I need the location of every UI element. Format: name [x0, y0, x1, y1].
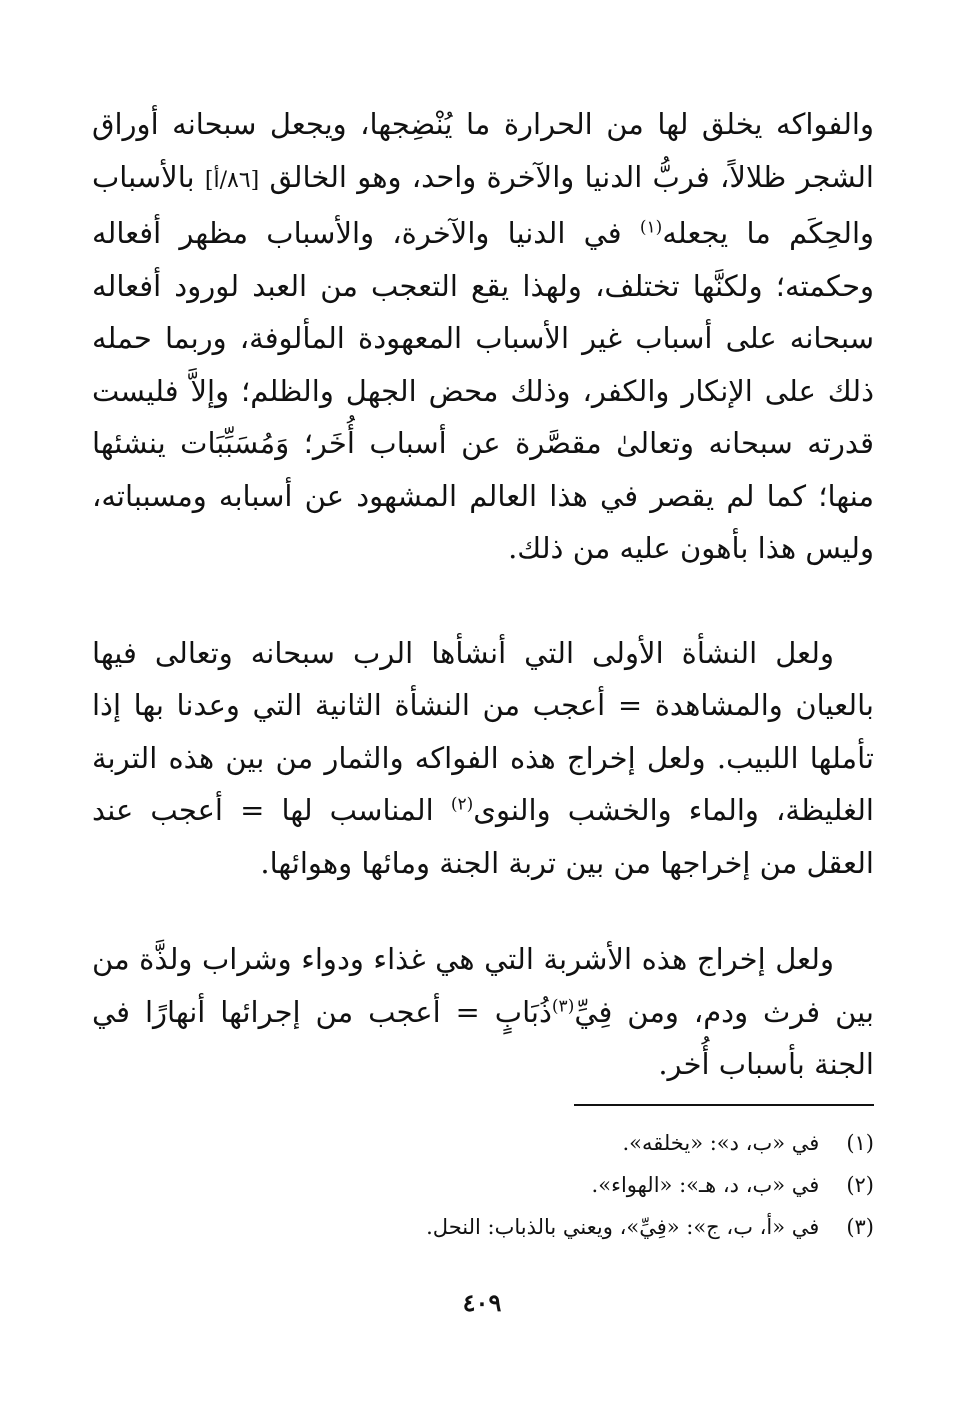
footnote-text: في «ب، د»: «يخلقه».: [622, 1131, 820, 1155]
paragraph-3-part-b: ذُبَابٍ = أعجب من إجرائها أنهارًا في الجنة بأسباب أُخر.: [92, 994, 874, 1081]
footnote-ref-2[interactable]: (٢): [450, 794, 474, 815]
paragraph-1-part-a: والفواكه يخلق لها من الحرارة ما يُنْضِجها، ويجعل سبحانه أوراق الشجر ظلالاً، فربُّ الدنيا والآخرة واحد، وهو الخالق: [92, 107, 874, 194]
paragraph-2-part-b: المناسب لها = أعجب عند العقل من إخراجها من بين تربة الجنة ومائها وهوائها.: [92, 793, 874, 880]
paragraph-3: [92, 933, 874, 1091]
page-number: ٤٠٩: [462, 1288, 502, 1317]
footnote-ref-3[interactable]: (٣): [551, 995, 575, 1016]
paragraph-2-part-a: ولعل النشأة الأولى التي أنشأها الرب سبحانه وتعالى فيها بالعيان والمشاهدة = أعجب من النشأة الثانية التي وعدنا بها إذا تأملها اللبيب. ولعل إخراج هذه الفواكه والثمار من بين هذه التربة الغليظة، والماء والخشب والنوى: [92, 635, 874, 827]
footnote-number: (١): [846, 1131, 874, 1155]
footnote-3: [92, 1206, 874, 1248]
paragraph-1-part-c: في الدنيا والآخرة، والأسباب مظهر أفعاله وحكمته؛ ولكنَّها تختلف، ولهذا يقع التعجب من العبد لورود أفعاله سبحانه على أسباب غير الأسباب المعهودة المألوفة، وربما حمله ذلك على الإنكار والكفر، وذلك محض الجهل والظلم؛ وإلاَّ فليست قدرته سبحانه وتعالىٰ مقصَّرة عن أسباب أُخَر؛ وَمُسَبِّبَات ينشئها منها؛ كما لم يقصر في هذا العالم المشهود عن أسبابه ومسبباته، وليس هذا بأهون عليه من ذلك.: [92, 216, 874, 565]
paragraph-1-part-b: بالأسباب والحِكَم ما يجعله: [92, 159, 875, 250]
footnote-2: [92, 1164, 874, 1206]
footnote-ref-1[interactable]: (١): [639, 217, 663, 238]
footnote-text: في «ب، د، هـ»: «الهواء».: [591, 1173, 820, 1197]
main-text: [92, 98, 874, 1091]
manuscript-folio-marker: [٨٦/أ]: [204, 167, 260, 193]
paragraph-3-part-a: ولعل إخراج هذه الأشربة التي هي غذاء ودواء وشراب ولذَّة من بين فرث ودم، ومن فِيِّ: [92, 942, 874, 1029]
footnotes: [92, 1122, 874, 1248]
paragraph-1: [92, 98, 874, 575]
footnote-separator: [574, 1104, 874, 1106]
footnote-text: في «أ، ب، ج»: «فِيِّ»، ويعني بالذباب: النحل.: [426, 1215, 820, 1239]
footnote-number: (٣): [846, 1215, 874, 1239]
footnote-1: [92, 1122, 874, 1164]
footnote-number: (٢): [846, 1173, 874, 1197]
paragraph-2: [92, 627, 874, 890]
